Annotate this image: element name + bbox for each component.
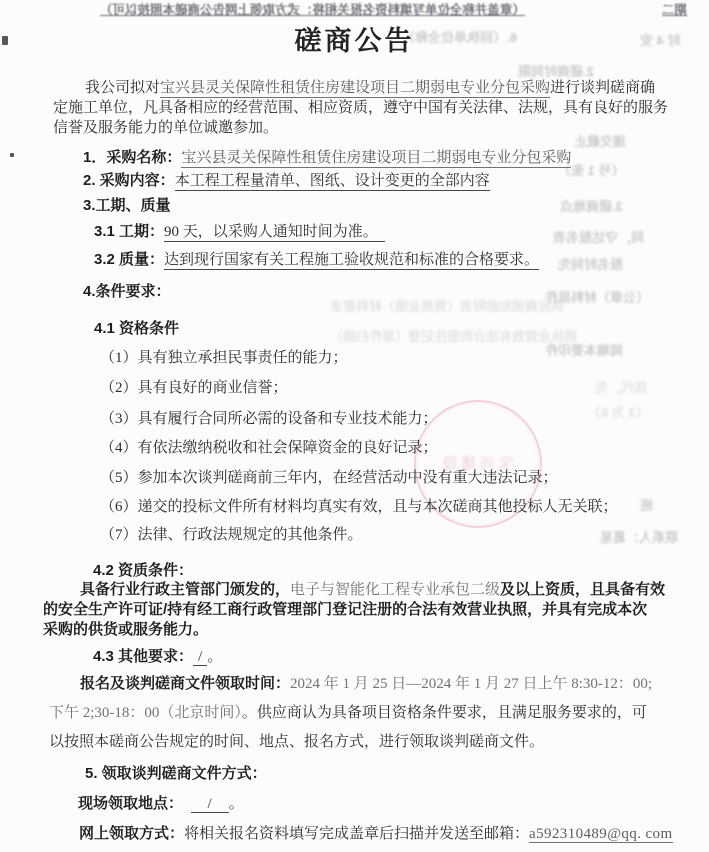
signup-time-line-1-seg: 2024 年 1 月 25 日—2024 年 1 月 27 日上午 8:30-12：00; xyxy=(290,676,653,692)
item-3-2-quality-seg: 达到现行国家有关工程施工验收规范和标准的合格要求。 xyxy=(164,252,540,268)
signup-time-line-3-seg: 以按照本磋商公告规定的时间、地点、报名方式，进行领取谈判磋商文件。 xyxy=(49,734,545,750)
condition-5-seg: （5）参加本次谈判磋商前三年内，在经营活动中没有重大违法记录； xyxy=(100,470,558,486)
condition-4 xyxy=(100,438,438,459)
bleed-right-8: （公章）材料原件 xyxy=(545,290,650,305)
item-3-2-quality xyxy=(94,249,539,271)
intro-line-2 xyxy=(53,98,668,119)
bleed-right-2: 2.磋商时间限 xyxy=(518,64,594,79)
onsite-pickup-seg: / xyxy=(191,796,229,813)
qualification-line-2-seg: 的安全生产许可证/持有经工商行政管理部门登记注册的合法有效营业执照，并具有完成本次 xyxy=(43,601,648,618)
onsite-pickup-seg: 。 xyxy=(228,796,244,812)
signup-time-line-2-seg: 下午 2;30-18：00（北京时间） xyxy=(49,705,242,721)
qualification-line-1-seg: 电子与智能化工程专业承包二级 xyxy=(290,582,501,598)
scan-speck xyxy=(2,36,8,45)
qualification-line-1-seg: 及以上资质，且具备有效 xyxy=(500,581,666,598)
condition-1-seg: （1）具有独立承担民事责任的能力； xyxy=(100,350,348,366)
online-pickup-seg: 将相关报名资料填写完成盖章后扫描并发送至邮箱： xyxy=(184,826,530,842)
bleed-right-11: （3 为 6） xyxy=(588,405,649,420)
intro-line-1-seg: 我公司拟对 xyxy=(85,80,161,96)
item-5-heading-seg: 5. 领取谈判磋商文件方式： xyxy=(85,765,267,782)
qualification-line-1 xyxy=(80,579,665,601)
signup-time-line-3 xyxy=(49,732,544,753)
condition-6 xyxy=(100,497,618,518)
item-1-procurement-name-seg: 宝兴县灵关保障性租赁住房建设项目二期弱电专业分包采购 xyxy=(181,150,572,166)
page-title: 磋商公告 xyxy=(294,26,415,56)
item-3-1-duration-seg: 3.1 工期： xyxy=(94,223,165,240)
intro-line-2-seg: 定施工单位，凡具备相应的经营范围、相应资质，遵守中国有关法律、法规，具有良好的服务 xyxy=(53,100,669,116)
bleed-right-5: 3.磋商地点 xyxy=(560,199,623,214)
intro-line-1-seg: 宝兴县灵关保障性租赁住房建设项目二期弱电专业分包采购 xyxy=(160,80,551,96)
item-4-1-heading xyxy=(94,318,179,340)
qualification-line-3 xyxy=(43,619,208,641)
item-4-3-other xyxy=(93,646,222,668)
qualification-line-3-seg: 采购的供货或服务能力。 xyxy=(43,621,209,638)
condition-5 xyxy=(100,468,558,489)
signup-time-line-1 xyxy=(80,673,652,695)
intro-line-3 xyxy=(53,118,278,139)
condition-6-seg: （6）递交的投标文件所有材料均真实有效，且与本次磋商其他投标人无关联； xyxy=(100,499,618,515)
bleed-right-3: 递交截止 xyxy=(574,134,627,149)
item-4-heading xyxy=(83,281,171,303)
signup-time-line-2-seg: 。供应商认为具备项目资格条件要求，且满足服务要求的，可 xyxy=(241,705,647,721)
bleed-right-10: 法代，先 xyxy=(595,380,648,395)
online-pickup-seg: a592310489@qq. com xyxy=(529,826,673,842)
onsite-pickup xyxy=(78,793,244,815)
onsite-pickup-seg xyxy=(176,796,191,812)
qualification-line-1-seg: 具备行业行政主管部门颁发的， xyxy=(80,581,291,598)
item-1-procurement-name xyxy=(83,147,571,169)
scan-speck xyxy=(10,153,14,157)
online-pickup xyxy=(79,823,673,845)
bleed-top-corner: 期二 xyxy=(662,3,688,17)
item-2-procurement-content-seg: 2. 采购内容： xyxy=(83,172,175,189)
qualification-line-2 xyxy=(43,599,647,621)
online-pickup-seg: 网上领取方式： xyxy=(79,825,185,842)
bleed-right-12: 班 xyxy=(640,498,654,513)
bleed-right-6: 间，守达报名表 xyxy=(553,230,645,245)
item-4-3-other-seg: 。 xyxy=(207,649,223,665)
item-4-1-heading-seg: 4.1 资格条件 xyxy=(94,320,180,337)
intro-line-1-seg: 进行谈判磋商确 xyxy=(550,80,656,96)
intro-line-3-seg: 信誉及服务能力的单位诚邀参加。 xyxy=(53,120,279,136)
item-3-2-quality-seg: 3.2 质量： xyxy=(94,251,165,268)
bleed-mid-2: 照执业营效有法合的册注记登（原件扫描） xyxy=(330,329,578,344)
item-4-3-other-seg: 4.3 其他要求： xyxy=(93,648,194,665)
item-3-heading xyxy=(83,195,171,217)
item-2-procurement-content xyxy=(83,170,490,192)
bleed-right-1: 6.（回执单位全称） xyxy=(402,30,517,45)
item-1-procurement-name-seg: 1．采购名称： xyxy=(83,149,182,166)
intro-line-1 xyxy=(85,78,655,99)
bleed-right-1b: 时 4 安 xyxy=(640,33,681,48)
item-2-procurement-content-seg: 本工程工程量清单、图纸、设计变更的全部内容 xyxy=(174,173,490,189)
bleed-right-4: （号 1 张） xyxy=(558,163,625,178)
item-4-3-other-seg: / xyxy=(193,649,207,666)
item-4-heading-seg: 4.条件要求： xyxy=(83,283,171,300)
item-3-heading-seg: 3.工期、质量 xyxy=(83,197,171,214)
condition-1 xyxy=(100,348,348,369)
bleed-right-9: 阅端本要印件 xyxy=(545,343,624,358)
bleed-top-line: （章盖并称全位单写填料资名报关相将：式方取领上网告公商磋本照按以可） xyxy=(100,3,526,17)
bleed-right-13: 联系人：葛星 xyxy=(600,530,679,545)
onsite-pickup-seg: 现场领取地点： xyxy=(78,795,176,812)
condition-3 xyxy=(100,409,438,430)
condition-2 xyxy=(100,378,288,399)
condition-7 xyxy=(100,525,363,546)
seal-inner-text: 宝 兴 建 设 xyxy=(442,456,514,472)
bleed-mid-1: 供应商须知前附表（资质业绩）材料要求 xyxy=(330,299,565,314)
bleed-right-7: 报名时间先 xyxy=(558,257,624,272)
condition-3-seg: （3）具有履行合同所必需的设备和专业技术能力； xyxy=(100,411,438,427)
condition-2-seg: （2）具有良好的商业信誉； xyxy=(100,380,288,396)
item-3-1-duration-seg: 90 天，以采购人通知时间为准。 xyxy=(164,224,386,240)
item-4-2-heading-seg: 4.2 资质条件： xyxy=(93,562,194,579)
signup-time-line-2 xyxy=(49,703,647,724)
condition-7-seg: （7）法律、行政法规规定的其他条件。 xyxy=(100,527,363,543)
item-3-1-duration xyxy=(94,221,385,243)
condition-4-seg: （4）有依法缴纳税收和社会保障资金的良好记录； xyxy=(100,440,438,456)
signup-time-line-1-seg: 报名及谈判磋商文件领取时间： xyxy=(80,675,291,692)
item-5-heading xyxy=(85,763,267,785)
